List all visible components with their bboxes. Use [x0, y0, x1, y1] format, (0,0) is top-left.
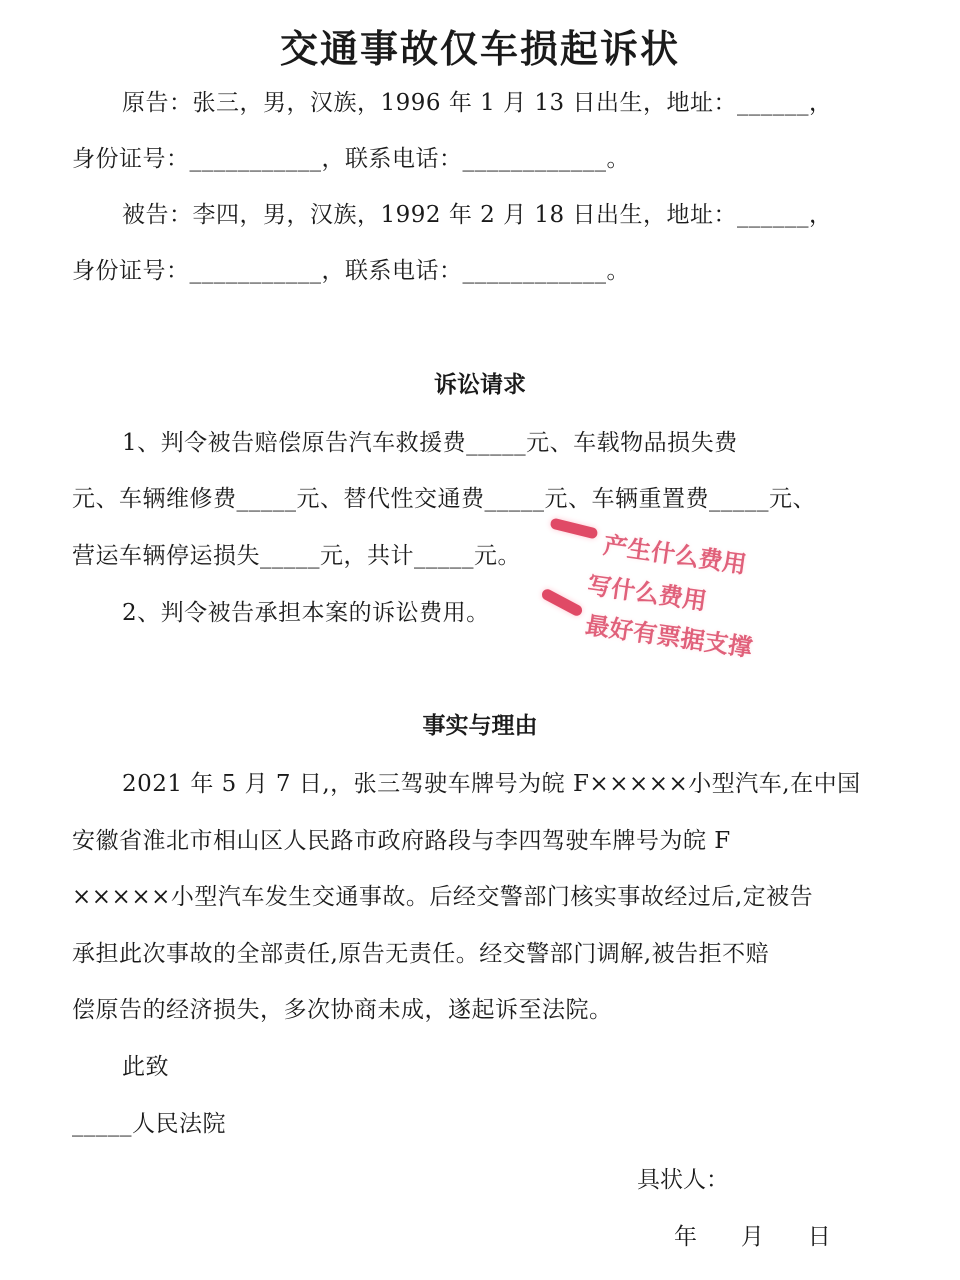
- annotation-line-1: 产生什么费用: [601, 531, 749, 579]
- defendant-id-phone: 身份证号：___________，联系电话：____________。: [72, 258, 630, 284]
- claim-item-1-line-1: 1、判令被告赔偿原告汽车救援费_____元、车载物品损失费: [122, 430, 738, 456]
- highlight-dash: [540, 587, 584, 617]
- claim-item-2: 2、判令被告承担本案的诉讼费用。: [122, 600, 490, 626]
- claim-item-1-line-2: 元、车辆维修费_____元、替代性交通费_____元、车辆重置费_____元、: [72, 486, 816, 512]
- annotation-line-3: 最好有票据支撑: [583, 611, 754, 663]
- plaintiff-id-phone: 身份证号：___________，联系电话：____________。: [72, 146, 630, 172]
- facts-line-5: 偿原告的经济损失，多次协商未成，遂起诉至法院。: [72, 997, 613, 1023]
- annotation-line-2: 写什么费用: [585, 571, 709, 616]
- plaintiff-info: 原告：张三，男，汉族，1996 年 1 月 13 日出生，地址：______，: [122, 90, 833, 116]
- handwritten-annotation: [538, 505, 818, 695]
- facts-heading: 事实与理由: [422, 713, 538, 739]
- claim-item-1-line-3: 营运车辆停运损失_____元，共计_____元。: [72, 543, 521, 569]
- date-line: 年 月 日: [674, 1224, 831, 1250]
- court-name: _____人民法院: [72, 1111, 226, 1137]
- facts-line-4: 承担此次事故的全部责任,原告无责任。经交警部门调解,被告拒不赔: [72, 941, 770, 967]
- claims-heading: 诉讼请求: [434, 372, 526, 398]
- facts-line-2: 安徽省淮北市相山区人民路市政府路段与李四驾驶车牌号为皖 F: [72, 828, 731, 854]
- signer-label: 具状人：: [637, 1167, 729, 1193]
- highlight-dash: [549, 517, 598, 539]
- facts-line-1: 2021 年 5 月 7 日,，张三驾驶车牌号为皖 F×××××小型汽车,在中国: [122, 771, 861, 797]
- salutation: 此致: [122, 1054, 169, 1080]
- defendant-info: 被告：李四，男，汉族，1992 年 2 月 18 日出生，地址：______，: [122, 202, 833, 228]
- document-title: 交通事故仅车损起诉状: [279, 27, 680, 71]
- facts-line-3: ×××××小型汽车发生交通事故。后经交警部门核实事故经过后,定被告: [72, 884, 814, 910]
